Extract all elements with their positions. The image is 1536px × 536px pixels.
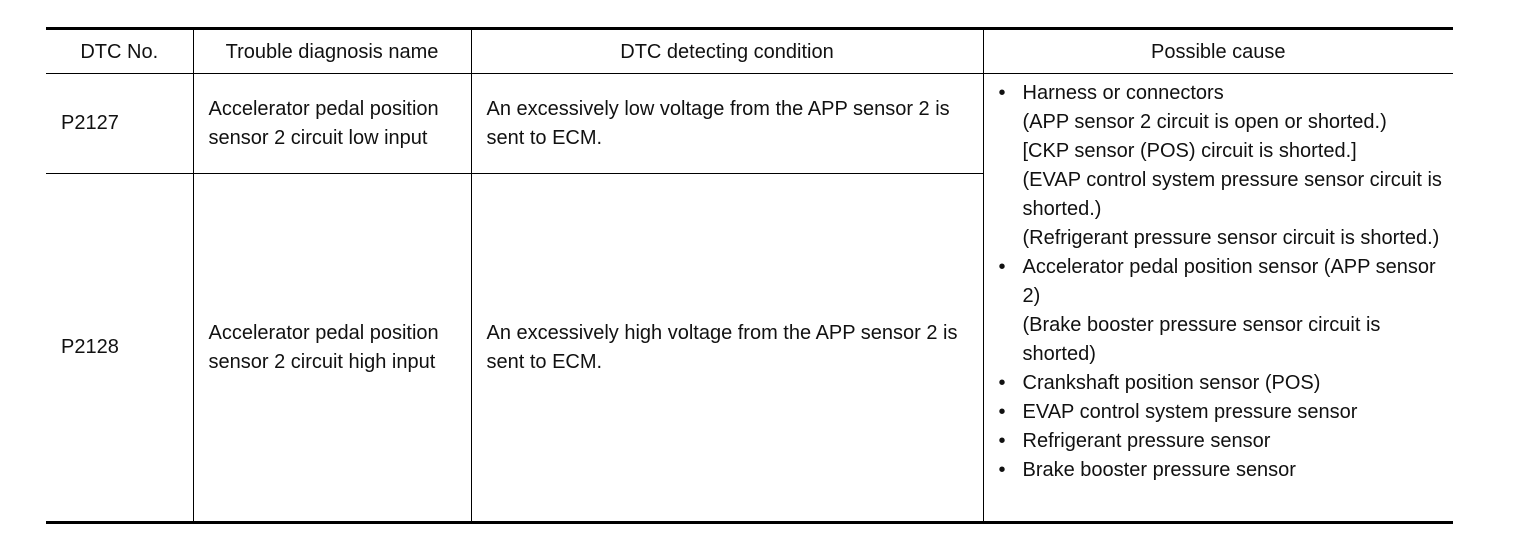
cause-text: Harness or connectors xyxy=(1022,82,1224,104)
cause-detail: (APP sensor 2 circuit is open or shorted.) xyxy=(1022,111,1387,133)
list-item xyxy=(998,456,1448,485)
cause-text: Brake booster pressure sensor xyxy=(1022,459,1296,481)
list-item xyxy=(998,369,1448,398)
header-possible-cause: Possible cause xyxy=(983,29,1453,74)
dtc-table xyxy=(46,27,1453,524)
header-dtc-no: DTC No. xyxy=(46,29,193,74)
cause-text: Accelerator pedal position sensor (APP sensor 2) xyxy=(1022,256,1436,307)
header-dtc-detecting-condition: DTC detecting condition xyxy=(471,29,983,74)
list-item xyxy=(998,253,1448,369)
dtc-code: P2128 xyxy=(46,174,193,523)
trouble-diagnosis-name: Accelerator pedal position sensor 2 circuit low input xyxy=(193,74,471,174)
list-item xyxy=(998,398,1448,427)
dtc-code: P2127 xyxy=(46,74,193,174)
header-trouble-diagnosis-name: Trouble diagnosis name xyxy=(193,29,471,74)
list-item xyxy=(998,79,1448,253)
list-item xyxy=(998,427,1448,456)
cause-detail: [CKP sensor (POS) circuit is shorted.] xyxy=(1022,140,1357,162)
dtc-detecting-condition: An excessively low voltage from the APP sensor 2 is sent to ECM. xyxy=(471,74,983,174)
cause-text: EVAP control system pressure sensor xyxy=(1022,401,1358,423)
trouble-diagnosis-name: Accelerator pedal position sensor 2 circuit high input xyxy=(193,174,471,523)
cause-detail: (EVAP control system pressure sensor circuit is shorted.) xyxy=(1022,169,1442,220)
possible-cause-cell xyxy=(983,74,1453,523)
cause-detail: (Brake booster pressure sensor circuit is shorted) xyxy=(1022,314,1381,365)
header-row xyxy=(46,29,1453,74)
cause-text: Refrigerant pressure sensor xyxy=(1022,430,1271,452)
table-row xyxy=(46,74,1453,174)
cause-detail: (Refrigerant pressure sensor circuit is shorted.) xyxy=(1022,227,1440,249)
cause-text: Crankshaft position sensor (POS) xyxy=(1022,372,1321,394)
possible-cause-list xyxy=(998,79,1448,485)
dtc-detecting-condition: An excessively high voltage from the APP sensor 2 is sent to ECM. xyxy=(471,174,983,523)
